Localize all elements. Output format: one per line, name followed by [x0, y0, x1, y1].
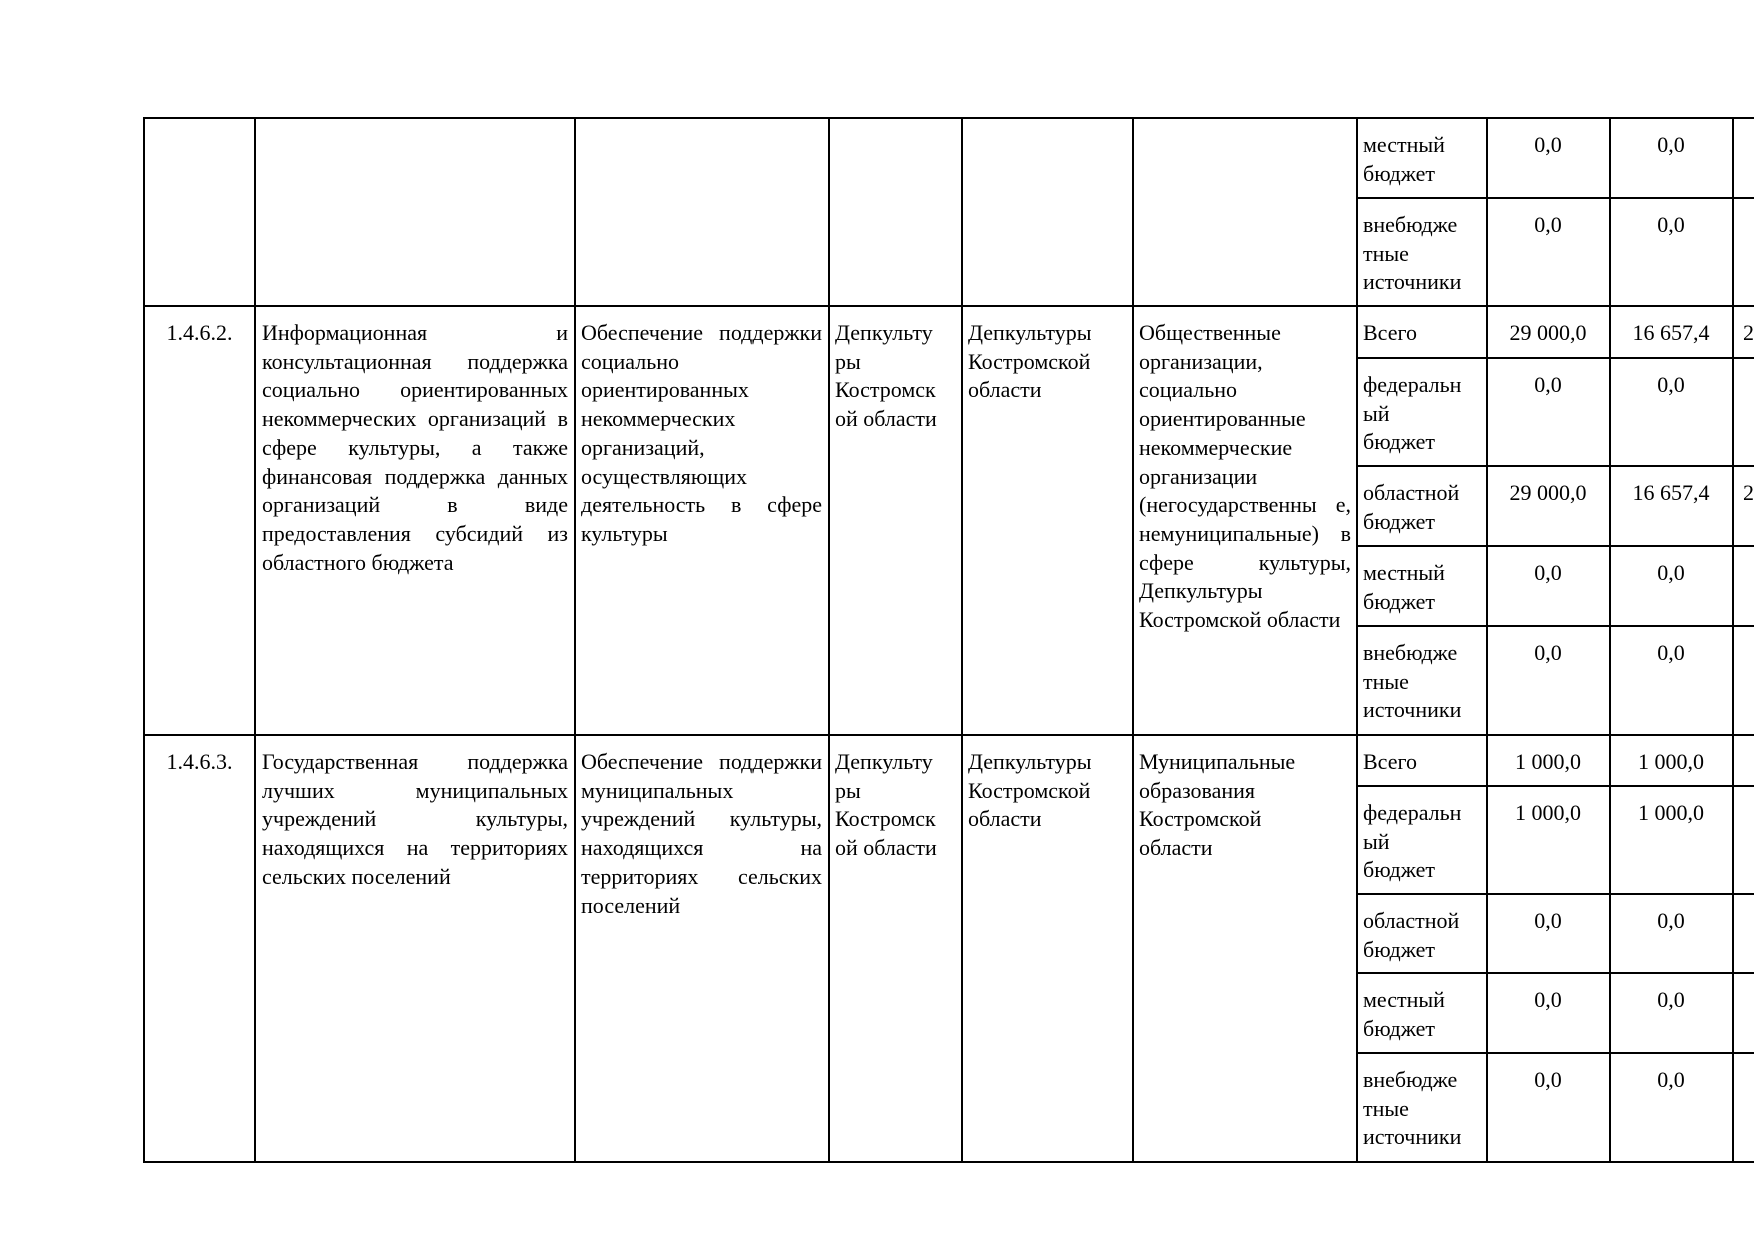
table-line	[143, 117, 1754, 119]
source-label-extrabudget: внебюдже тные источники	[1363, 1067, 1462, 1150]
source-label-regional: областной бюджет	[1363, 480, 1460, 534]
table-line	[143, 1161, 1754, 1163]
cell-value: 1 000,0	[1638, 800, 1704, 825]
executor: Депкульту ры Костромск ой области	[835, 320, 937, 432]
measure-purpose: Обеспечение поддержки муниципальных учреждений культуры, находящихся на территориях сельских поселений	[581, 749, 822, 918]
table-line	[143, 117, 145, 1163]
source-label-regional: областной бюджет	[1363, 908, 1460, 962]
source-label-local: местный бюджет	[1363, 132, 1445, 186]
table-line	[1732, 117, 1734, 1163]
source-label-local: местный бюджет	[1363, 987, 1445, 1041]
cell-value: 0,0	[1534, 132, 1562, 157]
cell-value: 16 657,4	[1632, 480, 1710, 505]
row-number: 1.4.6.3.	[166, 749, 233, 774]
cell-value: 0,0	[1534, 908, 1562, 933]
source-label-federal: федеральн ый бюджет	[1363, 800, 1462, 883]
customer: Депкультуры Костромской области	[968, 749, 1092, 832]
table-line	[574, 117, 576, 1163]
source-label-federal: федеральн ый бюджет	[1363, 372, 1462, 455]
measure-name: Государственная поддержка лучших муниципальных учреждений культуры, находящихся на территориях сельских поселений	[262, 749, 568, 889]
cell-value: 29 000,0	[1509, 320, 1587, 345]
cell-value: 1 000,0	[1515, 749, 1581, 774]
cell-value: 0,0	[1657, 132, 1685, 157]
cell-value: 0,0	[1657, 908, 1685, 933]
table-line	[1357, 357, 1754, 359]
cell-value: 0,0	[1657, 987, 1685, 1012]
table-line	[1357, 1052, 1754, 1054]
table-line	[1132, 117, 1134, 1163]
cell-value: 0,0	[1534, 987, 1562, 1012]
table-line	[828, 117, 830, 1163]
table-line	[1357, 972, 1754, 974]
table-line	[961, 117, 963, 1163]
cell-value: 0,0	[1657, 372, 1685, 397]
cell-value: 0,0	[1657, 1067, 1685, 1092]
cell-value: 0,0	[1534, 212, 1562, 237]
source-label-total: Всего	[1363, 320, 1417, 345]
source-label-extrabudget: внебюдже тные источники	[1363, 212, 1462, 295]
cell-value: 1 000,0	[1638, 749, 1704, 774]
cell-value: 0,0	[1534, 372, 1562, 397]
cell-value: 0,0	[1657, 212, 1685, 237]
table-line	[1357, 197, 1754, 199]
source-label-total: Всего	[1363, 749, 1417, 774]
participants: Муниципальные образования Костромской области	[1139, 749, 1296, 861]
executor: Депкульту ры Костромск ой области	[835, 749, 937, 861]
table-line	[143, 305, 1754, 307]
cell-value: 1 000,0	[1515, 800, 1581, 825]
source-label-local: местный бюджет	[1363, 560, 1445, 614]
source-label-extrabudget: внебюдже тные источники	[1363, 640, 1462, 723]
cell-value-cut: 2	[1743, 320, 1754, 345]
table-line	[1357, 625, 1754, 627]
cell-value-cut: 2	[1743, 480, 1754, 505]
table-line	[1357, 465, 1754, 467]
cell-value: 16 657,4	[1632, 320, 1710, 345]
cell-value: 0,0	[1657, 560, 1685, 585]
measure-purpose: Обеспечение поддержки социально ориентированных некоммерческих организаций, осуществляющих деятельность в сфере культуры	[581, 320, 822, 546]
row-number: 1.4.6.2.	[166, 320, 233, 345]
table-line	[254, 117, 256, 1163]
table-line	[1357, 785, 1754, 787]
participants: Общественные организации, социально ориентированные некоммерческие организации (негосударственны е, немуниципальные) в сфере культуры, Депкультуры Костромской области	[1139, 320, 1351, 633]
table-line	[1357, 545, 1754, 547]
table-line	[1356, 117, 1358, 1163]
cell-value: 0,0	[1534, 1067, 1562, 1092]
customer: Депкультуры Костромской области	[968, 320, 1092, 403]
measure-name: Информационная и консультационная поддержка социально ориентированных некоммерческих организаций в сфере культуры, а также финансовая поддержка данных организаций в виде предоставления субсидий из областного бюджета	[262, 320, 568, 575]
cell-value: 29 000,0	[1509, 480, 1587, 505]
table-line	[143, 734, 1754, 736]
cell-value: 0,0	[1657, 640, 1685, 665]
table-line	[1357, 893, 1754, 895]
cell-value: 0,0	[1534, 560, 1562, 585]
cell-value: 0,0	[1534, 640, 1562, 665]
